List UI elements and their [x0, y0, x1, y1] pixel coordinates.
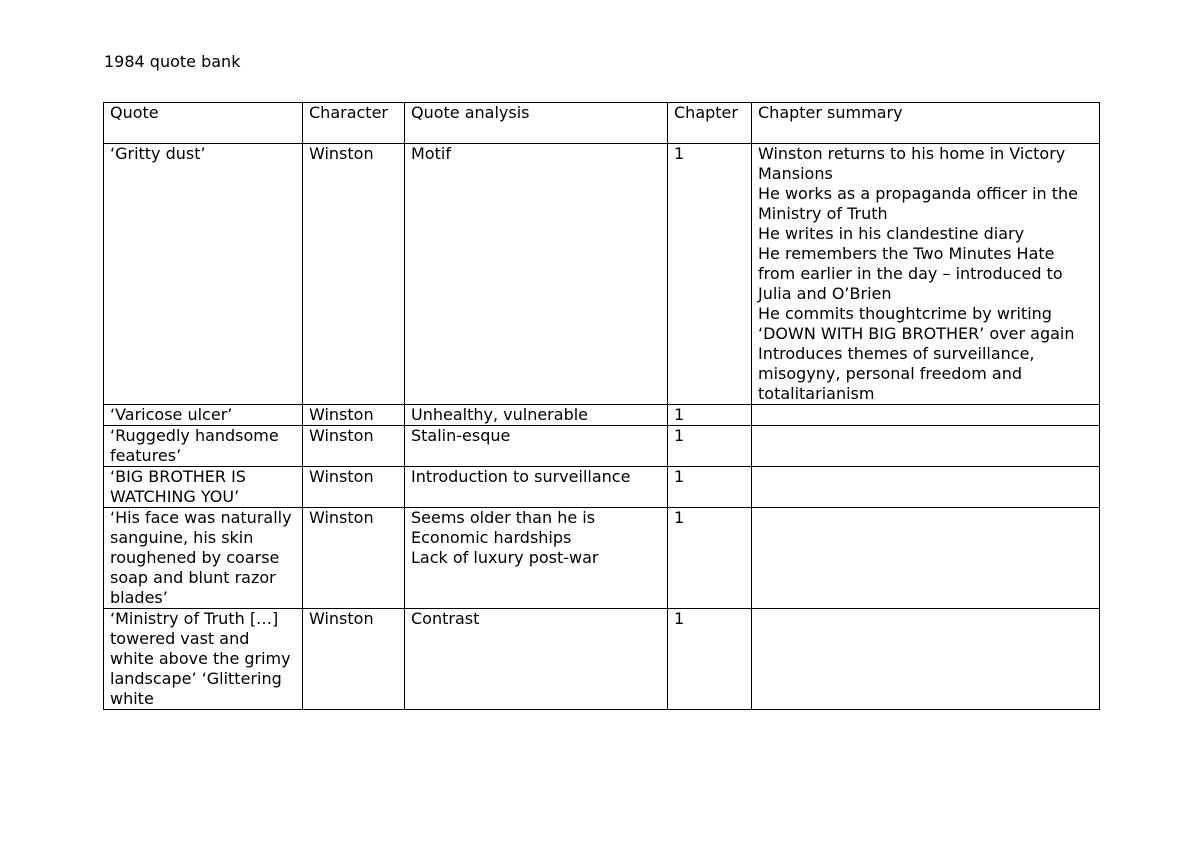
summary-line: He works as a propaganda officer in the Ministry of Truth [758, 184, 1078, 223]
analysis-cell [405, 609, 668, 710]
quote-cell: ‘His face was naturally sanguine, his skin roughened by coarse soap and blunt razor blades’ [104, 508, 303, 609]
quote-cell: ‘Ministry of Truth […] towered vast and white above the grimy landscape’ ‘Glittering white [104, 609, 303, 710]
analysis-line: Contrast [411, 609, 480, 628]
header-character: Character [303, 103, 405, 144]
page-title: 1984 quote bank [104, 52, 241, 71]
header-chapter: Chapter [668, 103, 752, 144]
analysis-line: Seems older than he is [411, 508, 596, 527]
summary-line: He writes in his clandestine diary [758, 224, 1025, 243]
header-quote: Quote [104, 103, 303, 144]
analysis-line: Lack of luxury post-war [411, 548, 599, 567]
summary-line: Introduces themes of surveillance, misogyny, personal freedom and totalitarianism [758, 344, 1035, 403]
analysis-line: Introduction to surveillance [411, 467, 631, 486]
character-cell: Winston [303, 405, 405, 426]
analysis-cell [405, 405, 668, 426]
table-row [104, 144, 1100, 405]
table-row [104, 426, 1100, 467]
quote-cell: ‘BIG BROTHER IS WATCHING YOU’ [104, 467, 303, 508]
quote-cell: ‘Varicose ulcer’ [104, 405, 303, 426]
summary-cell [752, 405, 1100, 426]
summary-cell [752, 144, 1100, 405]
summary-cell [752, 426, 1100, 467]
header-quote-analysis: Quote analysis [405, 103, 668, 144]
analysis-line: Stalin-esque [411, 426, 511, 445]
summary-cell [752, 609, 1100, 710]
header-chapter-summary: Chapter summary [752, 103, 1100, 144]
chapter-cell: 1 [668, 508, 752, 609]
table-row [104, 405, 1100, 426]
summary-cell [752, 508, 1100, 609]
chapter-cell: 1 [668, 144, 752, 405]
character-cell: Winston [303, 144, 405, 405]
analysis-cell [405, 467, 668, 508]
summary-line: Winston returns to his home in Victory Mansions [758, 144, 1066, 183]
table-row [104, 467, 1100, 508]
character-cell: Winston [303, 609, 405, 710]
analysis-cell [405, 508, 668, 609]
analysis-cell [405, 426, 668, 467]
chapter-cell: 1 [668, 467, 752, 508]
character-cell: Winston [303, 508, 405, 609]
character-cell: Winston [303, 467, 405, 508]
analysis-line: Unhealthy, vulnerable [411, 405, 589, 424]
analysis-cell [405, 144, 668, 405]
table-header-row [104, 103, 1100, 144]
analysis-line: Economic hardships [411, 528, 572, 547]
quote-cell: ‘Ruggedly handsome features’ [104, 426, 303, 467]
character-cell: Winston [303, 426, 405, 467]
table-row [104, 508, 1100, 609]
summary-line: He commits thoughtcrime by writing ‘DOWN WITH BIG BROTHER’ over again [758, 304, 1075, 343]
analysis-line: Motif [411, 144, 451, 163]
summary-cell [752, 467, 1100, 508]
chapter-cell: 1 [668, 609, 752, 710]
quote-cell: ‘Gritty dust’ [104, 144, 303, 405]
table-row [104, 609, 1100, 710]
chapter-cell: 1 [668, 405, 752, 426]
summary-line: He remembers the Two Minutes Hate from earlier in the day – introduced to Julia and O’Brien [758, 244, 1063, 303]
chapter-cell: 1 [668, 426, 752, 467]
quote-table [103, 102, 1100, 710]
